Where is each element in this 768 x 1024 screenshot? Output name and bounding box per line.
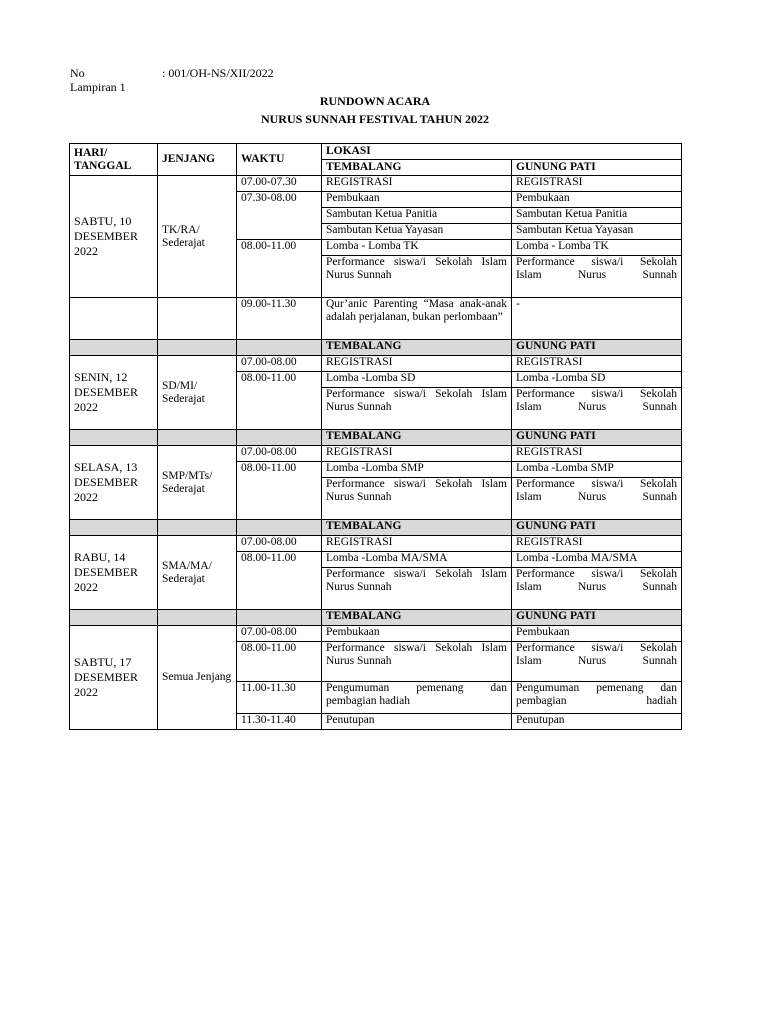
waktu-cell: 07.00-08.00 (237, 626, 322, 642)
tembalang-cell: Performance siswa/i Sekolah Islam Nurus Sunnah (322, 642, 512, 682)
jenjang-cell: SMA/MA/ Sederajat (158, 536, 237, 610)
day-cell-empty (70, 298, 158, 340)
table-header-row (70, 144, 682, 160)
separator-cell (237, 430, 322, 446)
day-cell: SABTU, 17 DESEMBER 2022 (70, 626, 158, 730)
waktu-cell: 11.00-11.30 (237, 682, 322, 714)
tembalang-cell: REGISTRASI (322, 176, 512, 192)
separator-cell (70, 340, 158, 356)
tembalang-cell: Lomba - Lomba TK (322, 240, 512, 256)
gunung-pati-cell: Lomba -Lomba SMP (512, 462, 682, 478)
tembalang-cell: REGISTRASI (322, 446, 512, 462)
separator-tembalang: TEMBALANG (322, 340, 512, 356)
jenjang-cell: Semua Jenjang (158, 626, 237, 730)
header-tembalang: TEMBALANG (322, 160, 512, 176)
tembalang-cell: Sambutan Ketua Yayasan (322, 224, 512, 240)
gunung-pati-cell: Performance siswa/i Sekolah Islam Nurus Sunnah (512, 568, 682, 610)
gunung-pati-cell: Pembukaan (512, 192, 682, 208)
location-separator-row (70, 520, 682, 536)
tembalang-cell: Performance siswa/i Sekolah Islam Nurus Sunnah (322, 388, 512, 430)
table-row (70, 356, 682, 372)
gunung-pati-cell: Penutupan (512, 714, 682, 730)
separator-gunung-pati: GUNUNG PATI (512, 430, 682, 446)
separator-cell (70, 520, 158, 536)
waktu-cell: 07.00-07.30 (237, 176, 322, 192)
day-cell: SABTU, 10 DESEMBER 2022 (70, 176, 158, 298)
document-meta (70, 66, 274, 94)
tembalang-cell: REGISTRASI (322, 356, 512, 372)
day-cell: SENIN, 12 DESEMBER 2022 (70, 356, 158, 430)
gunung-pati-cell: REGISTRASI (512, 356, 682, 372)
tembalang-cell: Pembukaan (322, 626, 512, 642)
table-row (70, 176, 682, 192)
jenjang-cell-empty (158, 298, 237, 340)
rundown-table (69, 143, 682, 730)
separator-cell (237, 340, 322, 356)
waktu-cell: 07.00-08.00 (237, 446, 322, 462)
tembalang-cell: Lomba -Lomba SMP (322, 462, 512, 478)
location-separator-row (70, 340, 682, 356)
separator-cell (158, 610, 237, 626)
location-separator-row (70, 430, 682, 446)
gunung-pati-cell: Lomba -Lomba SD (512, 372, 682, 388)
tembalang-cell: Lomba -Lomba SD (322, 372, 512, 388)
gunung-pati-cell: Performance siswa/i Sekolah Islam Nurus Sunnah (512, 642, 682, 682)
waktu-cell: 11.30-11.40 (237, 714, 322, 730)
document-title: RUNDOWN ACARA (319, 94, 431, 108)
header-hari: HARI/ TANGGAL (70, 144, 158, 176)
day-cell: SELASA, 13 DESEMBER 2022 (70, 446, 158, 520)
waktu-cell: 07.30-08.00 (237, 192, 322, 240)
tembalang-cell: Penutupan (322, 714, 512, 730)
table-row (70, 446, 682, 462)
waktu-cell: 07.00-08.00 (237, 356, 322, 372)
tembalang-cell: Pembukaan (322, 192, 512, 208)
separator-gunung-pati: GUNUNG PATI (512, 340, 682, 356)
document-subtitle: NURUS SUNNAH FESTIVAL TAHUN 2022 (260, 112, 490, 126)
gunung-pati-cell: Sambutan Ketua Panitia (512, 208, 682, 224)
gunung-pati-cell: - (512, 298, 682, 340)
waktu-cell: 09.00-11.30 (237, 298, 322, 340)
waktu-cell: 08.00-11.00 (237, 462, 322, 520)
separator-tembalang: TEMBALANG (322, 520, 512, 536)
waktu-cell: 08.00-11.00 (237, 372, 322, 430)
table-row (70, 536, 682, 552)
separator-cell (158, 340, 237, 356)
separator-cell (237, 610, 322, 626)
tembalang-cell: Performance siswa/i Sekolah Islam Nurus Sunnah (322, 256, 512, 298)
separator-tembalang: TEMBALANG (322, 610, 512, 626)
table-row (70, 626, 682, 642)
gunung-pati-cell: Pembukaan (512, 626, 682, 642)
separator-cell (70, 610, 158, 626)
waktu-cell: 08.00-11.00 (237, 642, 322, 682)
separator-cell (158, 520, 237, 536)
gunung-pati-cell: Lomba - Lomba TK (512, 240, 682, 256)
waktu-cell: 08.00-11.00 (237, 552, 322, 610)
tembalang-cell: Lomba -Lomba MA/SMA (322, 552, 512, 568)
tembalang-cell: Qur’anic Parenting “Masa anak-anak adalah perjalanan, bukan perlombaan” (322, 298, 512, 340)
tembalang-cell: Performance siswa/i Sekolah Islam Nurus Sunnah (322, 568, 512, 610)
header-jenjang: JENJANG (158, 144, 237, 176)
header-gunung-pati: GUNUNG PATI (512, 160, 682, 176)
gunung-pati-cell: Performance siswa/i Sekolah Islam Nurus Sunnah (512, 388, 682, 430)
separator-cell (237, 520, 322, 536)
tembalang-cell: Performance siswa/i Sekolah Islam Nurus Sunnah (322, 478, 512, 520)
meta-no-row (70, 66, 274, 80)
gunung-pati-cell: Pengumuman pemenang dan pembagian hadiah (512, 682, 682, 714)
header-waktu: WAKTU (237, 144, 322, 176)
gunung-pati-cell: REGISTRASI (512, 176, 682, 192)
separator-cell (158, 430, 237, 446)
separator-gunung-pati: GUNUNG PATI (512, 520, 682, 536)
tembalang-cell: Pengumuman pemenang dan pembagian hadiah (322, 682, 512, 714)
rundown-table-body (70, 144, 682, 730)
meta-lampiran: Lampiran 1 (70, 80, 126, 94)
gunung-pati-cell: Sambutan Ketua Yayasan (512, 224, 682, 240)
tembalang-cell: REGISTRASI (322, 536, 512, 552)
jenjang-cell: SD/MI/ Sederajat (158, 356, 237, 430)
gunung-pati-cell: REGISTRASI (512, 536, 682, 552)
jenjang-cell: TK/RA/ Sederajat (158, 176, 237, 298)
gunung-pati-cell: Lomba -Lomba MA/SMA (512, 552, 682, 568)
jenjang-cell: SMP/MTs/ Sederajat (158, 446, 237, 520)
table-row (70, 298, 682, 340)
gunung-pati-cell: REGISTRASI (512, 446, 682, 462)
waktu-cell: 07.00-08.00 (237, 536, 322, 552)
meta-no-label: No (70, 66, 85, 80)
location-separator-row (70, 610, 682, 626)
gunung-pati-cell: Performance siswa/i Sekolah Islam Nurus Sunnah (512, 478, 682, 520)
separator-gunung-pati: GUNUNG PATI (512, 610, 682, 626)
separator-tembalang: TEMBALANG (322, 430, 512, 446)
header-lokasi: LOKASI (322, 144, 682, 160)
separator-cell (70, 430, 158, 446)
day-cell: RABU, 14 DESEMBER 2022 (70, 536, 158, 610)
gunung-pati-cell: Performance siswa/i Sekolah Islam Nurus Sunnah (512, 256, 682, 298)
tembalang-cell: Sambutan Ketua Panitia (322, 208, 512, 224)
meta-no-value: : 001/OH-NS/XII/2022 (162, 66, 274, 80)
waktu-cell: 08.00-11.00 (237, 240, 322, 298)
